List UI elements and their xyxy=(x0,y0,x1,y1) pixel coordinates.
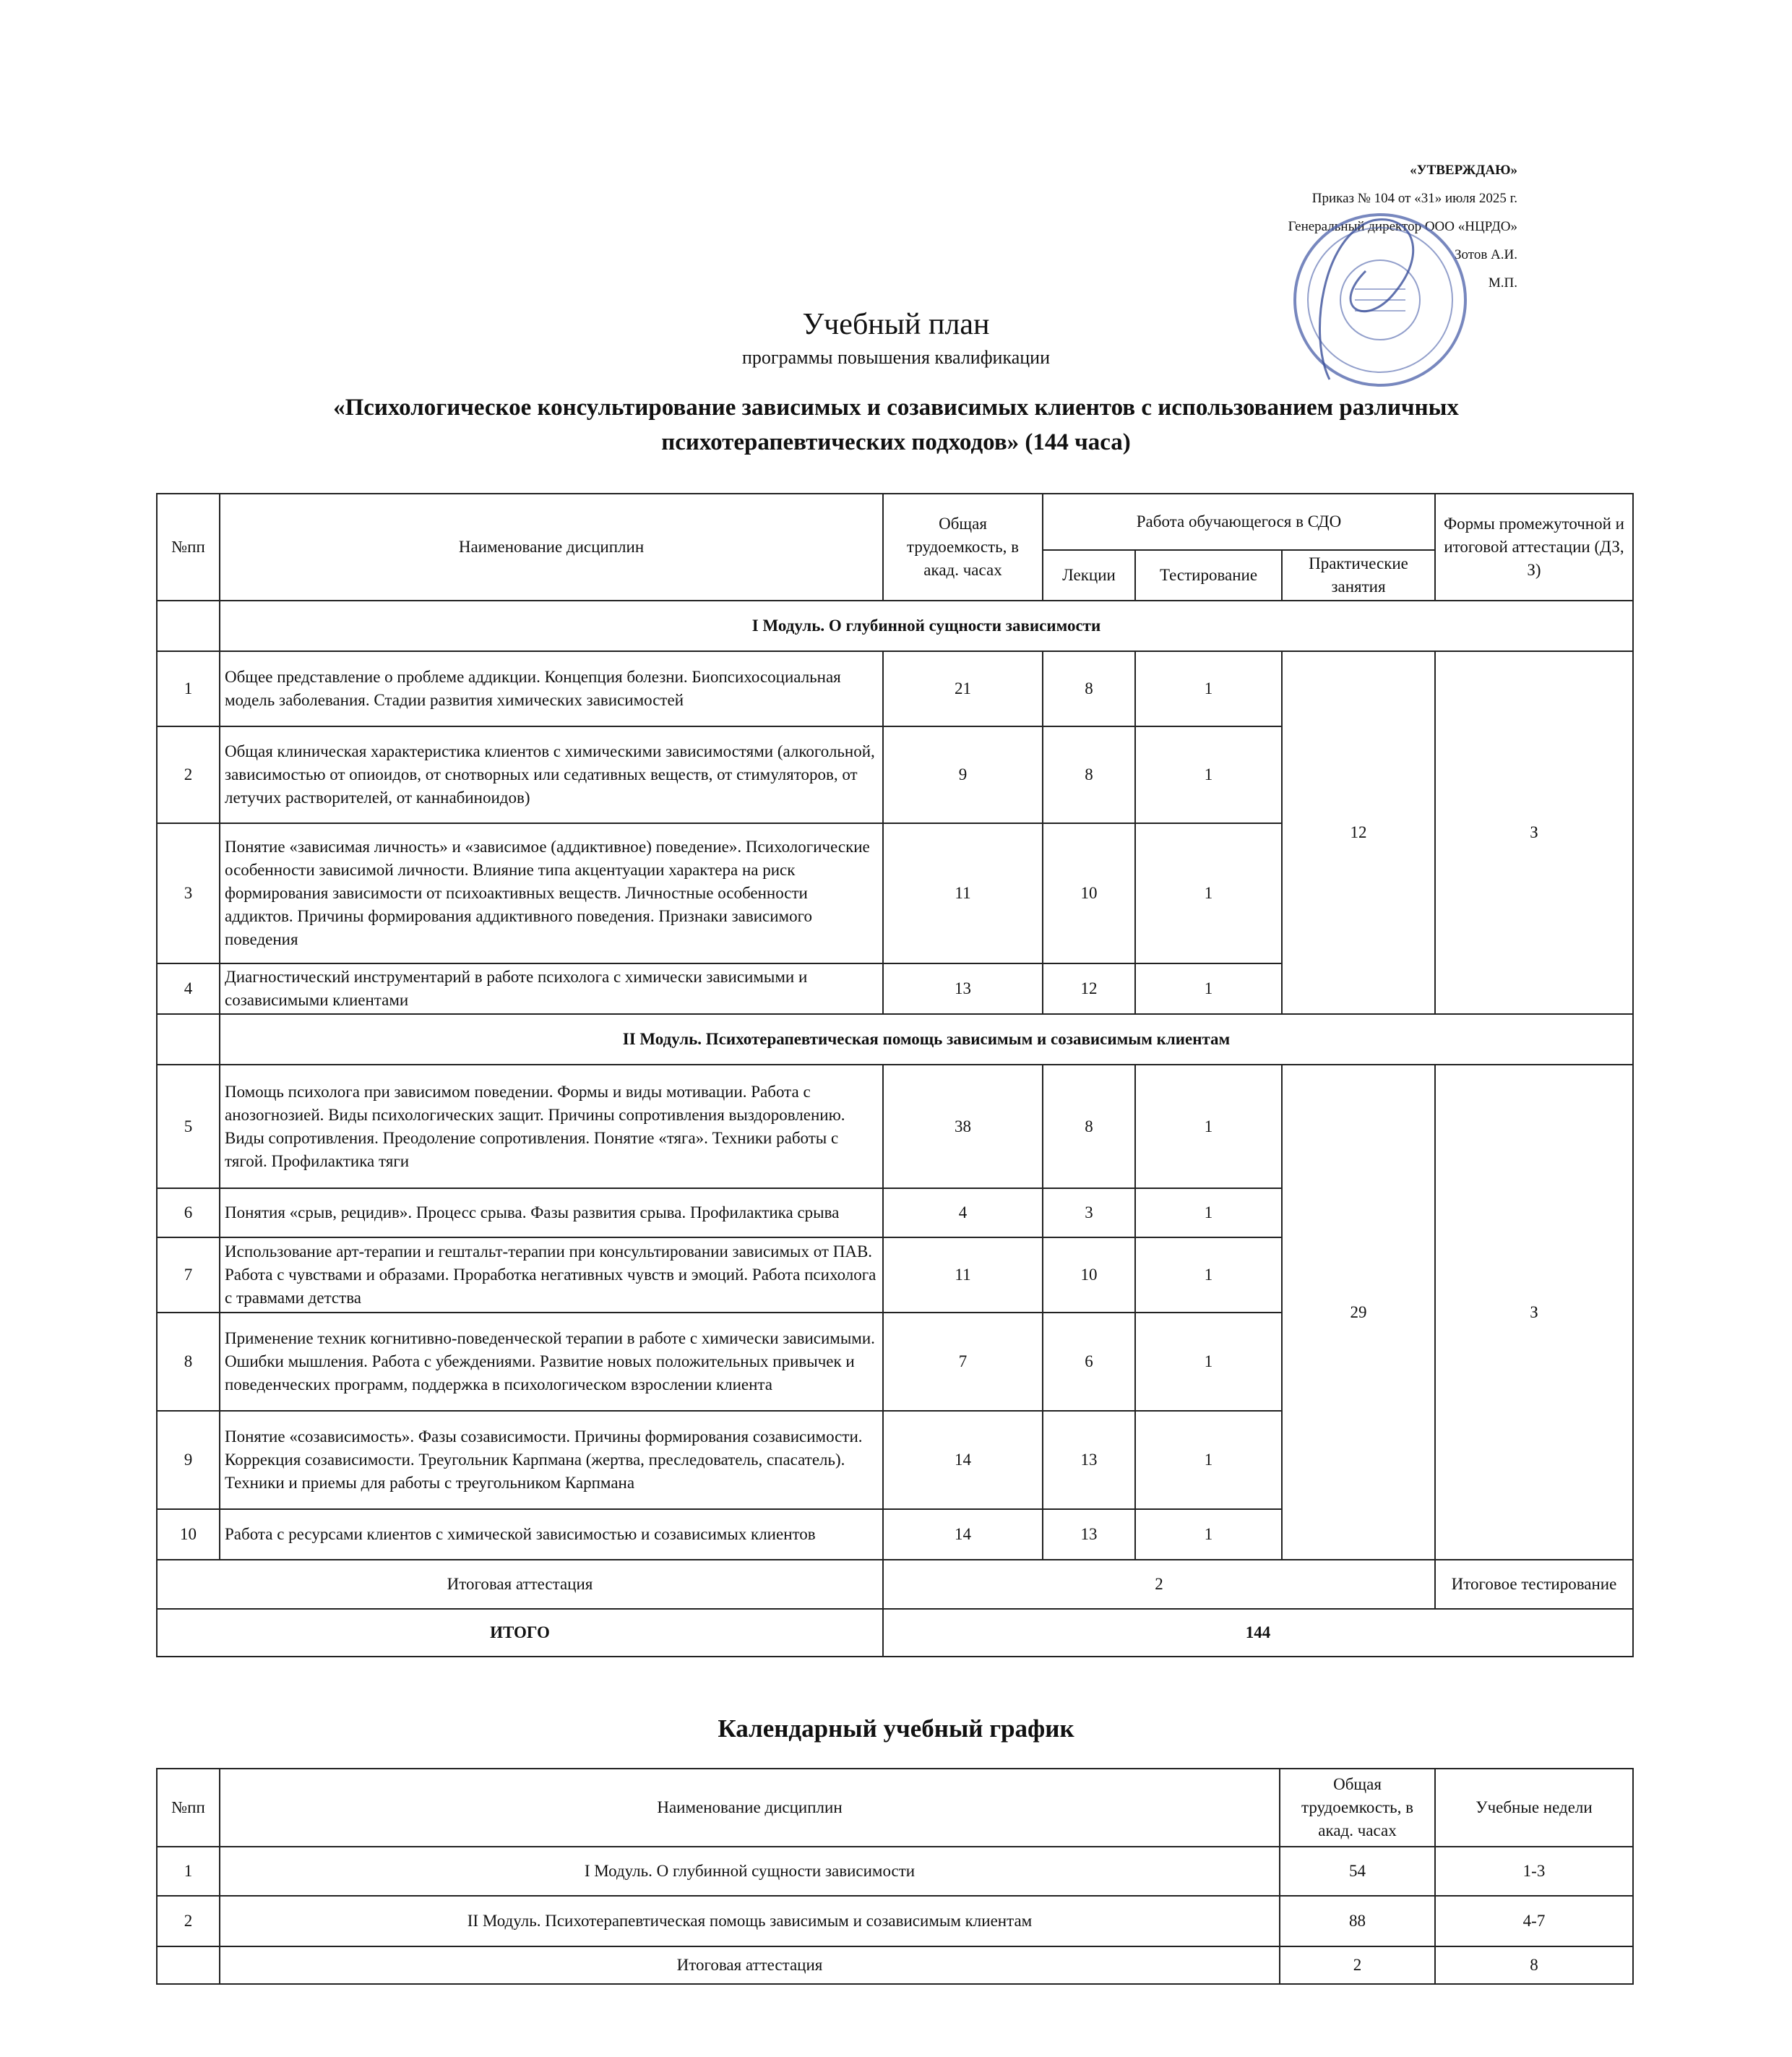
module-empty-cell xyxy=(157,1014,220,1065)
row-name: Общее представление о проблеме аддикции. Концепция болезни. Биопсихосоциальная модель заболевания. Стадии развития химических зависимостей xyxy=(220,651,883,726)
row-num: 7 xyxy=(157,1237,220,1313)
schedule-header-num: №пп xyxy=(157,1769,220,1847)
schedule-row-weeks: 1-3 xyxy=(1435,1847,1633,1896)
row-lectures: 13 xyxy=(1043,1509,1135,1560)
row-num: 1 xyxy=(157,651,220,726)
row-testing: 1 xyxy=(1135,1411,1282,1509)
table-row xyxy=(157,1946,1633,1984)
row-name: Понятие «зависимая личность» и «зависимое (аддиктивное) поведение». Психологические особенности зависимой личности. Влияние типа акцентуации характера на риск формирования зависимости от психоактивных веществ. Личностные особенности аддиктов. Причины формирования аддиктивного поведения. Признаки зависимого поведения xyxy=(220,823,883,963)
program-title: «Психологическое консультирование зависимых и созависимых клиентов с использованием различных психотерапевтических подходов» (144 часа) xyxy=(333,395,1459,455)
row-testing: 1 xyxy=(1135,1065,1282,1188)
row-lectures: 12 xyxy=(1043,963,1135,1014)
header-testing: Тестирование xyxy=(1135,550,1282,601)
row-hours: 14 xyxy=(883,1411,1043,1509)
module-1-form: З xyxy=(1435,651,1633,1014)
header-work: Работа обучающегося в СДО xyxy=(1043,494,1435,550)
table-row xyxy=(157,1896,1633,1946)
row-hours: 11 xyxy=(883,1237,1043,1313)
row-lectures: 10 xyxy=(1043,1237,1135,1313)
row-lectures: 10 xyxy=(1043,823,1135,963)
header-forms: Формы промежуточной и итоговой аттестации (ДЗ, З) xyxy=(1435,494,1633,601)
table-row xyxy=(157,651,1633,726)
row-hours: 9 xyxy=(883,726,1043,823)
final-attestation-label: Итоговая аттестация xyxy=(157,1560,883,1609)
header-hours: Общая трудоемкость, в акад. часах xyxy=(883,494,1043,601)
row-name: Понятия «срыв, рецидив». Процесс срыва. Фазы развития срыва. Профилактика срыва xyxy=(220,1188,883,1237)
row-testing: 1 xyxy=(1135,963,1282,1014)
row-testing: 1 xyxy=(1135,726,1282,823)
row-hours: 21 xyxy=(883,651,1043,726)
approval-order: Приказ № 104 от «31» июля 2025 г. xyxy=(1311,191,1517,206)
row-testing: 1 xyxy=(1135,1313,1282,1411)
module-1-title: I Модуль. О глубинной сущности зависимости xyxy=(220,601,1633,651)
header-num: №пп xyxy=(157,494,220,601)
schedule-row-hours: 2 xyxy=(1280,1946,1435,1984)
module-2-form: З xyxy=(1435,1065,1633,1560)
table-row xyxy=(157,1847,1633,1896)
row-hours: 14 xyxy=(883,1509,1043,1560)
row-lectures: 8 xyxy=(1043,726,1135,823)
row-name: Использование арт-терапии и гештальт-терапии при консультировании зависимых от ПАВ. Работа с чувствами и образами. Проработка негативных чувств и эмоций. Работа психолога с травмами детства xyxy=(220,1237,883,1313)
row-num: 5 xyxy=(157,1065,220,1188)
header-name: Наименование дисциплин xyxy=(220,494,883,601)
approval-mp: М.П. xyxy=(1488,275,1517,291)
page-title: Учебный план xyxy=(802,308,990,341)
row-testing: 1 xyxy=(1135,1237,1282,1313)
final-attestation-hours: 2 xyxy=(883,1560,1435,1609)
module-empty-cell xyxy=(157,601,220,651)
row-name: Работа с ресурсами клиентов с химической зависимостью и созависимых клиентов xyxy=(220,1509,883,1560)
row-num: 8 xyxy=(157,1313,220,1411)
total-hours: 144 xyxy=(883,1609,1633,1657)
approval-position: Генеральный директор ООО «НЦРДО» xyxy=(1288,219,1517,234)
row-testing: 1 xyxy=(1135,1509,1282,1560)
row-name: Диагностический инструментарий в работе психолога с химически зависимыми и созависимыми клиентами xyxy=(220,963,883,1014)
table-row xyxy=(157,1065,1633,1188)
schedule-row-weeks: 4-7 xyxy=(1435,1896,1633,1946)
row-num: 10 xyxy=(157,1509,220,1560)
approval-name: Зотов А.И. xyxy=(1455,247,1517,262)
row-lectures: 13 xyxy=(1043,1411,1135,1509)
total-label: ИТОГО xyxy=(157,1609,883,1657)
module-1-practice: 12 xyxy=(1282,651,1435,1014)
final-attestation-form: Итоговое тестирование xyxy=(1435,1560,1633,1609)
row-testing: 1 xyxy=(1135,823,1282,963)
approval-header: «УТВЕРЖДАЮ» xyxy=(1410,163,1517,178)
row-num: 4 xyxy=(157,963,220,1014)
schedule-row-num: 2 xyxy=(157,1896,220,1946)
row-num: 9 xyxy=(157,1411,220,1509)
row-hours: 4 xyxy=(883,1188,1043,1237)
row-hours: 38 xyxy=(883,1065,1043,1188)
row-name: Общая клиническая характеристика клиентов с химическими зависимостями (алкогольной, зависимостью от опиоидов, от снотворных или седативных веществ, от стимуляторов, от летучих растворителей, от каннабиноидов) xyxy=(220,726,883,823)
schedule-row-hours: 54 xyxy=(1280,1847,1435,1896)
row-name: Понятие «созависимость». Фазы созависимости. Причины формирования созависимости. Коррекция созависимости. Треугольник Карпмана (жертва, преследователь, спасатель). Техники и приемы для работы с треугольником Карпмана xyxy=(220,1411,883,1509)
schedule-row-name: II Модуль. Психотерапевтическая помощь зависимым и созависимым клиентам xyxy=(220,1896,1280,1946)
schedule-table xyxy=(156,1768,1634,1985)
row-num: 6 xyxy=(157,1188,220,1237)
row-num: 3 xyxy=(157,823,220,963)
header-practice: Практические занятия xyxy=(1282,550,1435,601)
row-lectures: 3 xyxy=(1043,1188,1135,1237)
schedule-row-hours: 88 xyxy=(1280,1896,1435,1946)
schedule-row-num xyxy=(157,1946,220,1984)
schedule-header-weeks: Учебные недели xyxy=(1435,1769,1633,1847)
row-testing: 1 xyxy=(1135,1188,1282,1237)
row-name: Помощь психолога при зависимом поведении. Формы и виды мотивации. Работа с анозогнозией. Виды психологических защит. Причины сопротивления выздоровлению. Виды сопротивления. Преодоление сопротивления. Понятие «тяга». Техники работы с тягой. Профилактика тяги xyxy=(220,1065,883,1188)
module-2-title: II Модуль. Психотерапевтическая помощь зависимым и созависимым клиентам xyxy=(220,1014,1633,1065)
schedule-row-weeks: 8 xyxy=(1435,1946,1633,1984)
header-lectures: Лекции xyxy=(1043,550,1135,601)
row-lectures: 6 xyxy=(1043,1313,1135,1411)
row-lectures: 8 xyxy=(1043,651,1135,726)
row-lectures: 8 xyxy=(1043,1065,1135,1188)
row-hours: 13 xyxy=(883,963,1043,1014)
schedule-row-name: I Модуль. О глубинной сущности зависимости xyxy=(220,1847,1280,1896)
schedule-title: Календарный учебный график xyxy=(718,1714,1074,1743)
curriculum-table xyxy=(156,493,1634,1657)
schedule-row-name: Итоговая аттестация xyxy=(220,1946,1280,1984)
module-2-practice: 29 xyxy=(1282,1065,1435,1560)
row-name: Применение техник когнитивно-поведенческой терапии в работе с химически зависимыми. Ошибки мышления. Работа с убеждениями. Развитие новых положительных привычек и поведенческих программ, поддержка в психологическом взрослении клиента xyxy=(220,1313,883,1411)
row-num: 2 xyxy=(157,726,220,823)
row-hours: 7 xyxy=(883,1313,1043,1411)
schedule-header-hours: Общая трудоемкость, в акад. часах xyxy=(1280,1769,1435,1847)
page-subtitle: программы повышения квалификации xyxy=(741,347,1050,368)
schedule-header-name: Наименование дисциплин xyxy=(220,1769,1280,1847)
row-hours: 11 xyxy=(883,823,1043,963)
schedule-row-num: 1 xyxy=(157,1847,220,1896)
row-testing: 1 xyxy=(1135,651,1282,726)
